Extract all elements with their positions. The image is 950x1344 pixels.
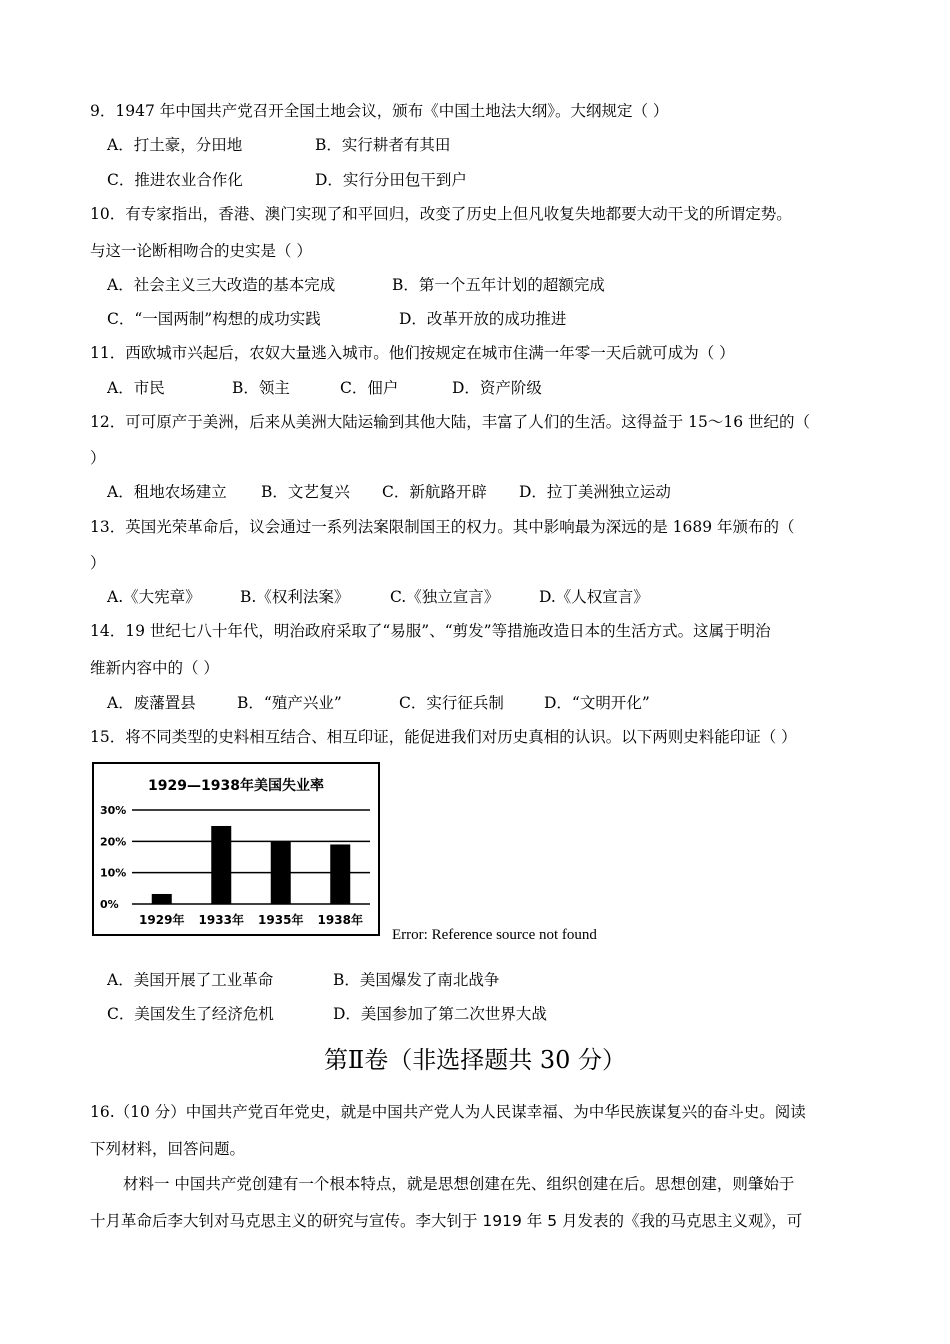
- question-12-option-d: D．拉丁美洲独立运动: [519, 483, 671, 501]
- question-11-options: [107, 377, 542, 399]
- figure-caption: Error: Reference source not found: [392, 927, 597, 943]
- section-2-title: 第Ⅱ卷（非选择题共 30 分）: [323, 1046, 627, 1074]
- question-11-option-d: D．资产阶级: [452, 379, 542, 397]
- chart-bar: [211, 826, 231, 904]
- chart-title: 1929—1938年美国失业率: [148, 778, 324, 794]
- unemployment-chart-svg: [94, 764, 378, 934]
- question-13-option-a: A.《大宪章》: [107, 588, 201, 606]
- chart-x-tick-label: 1933年: [198, 913, 244, 927]
- question-14-option-c: C．实行征兵制: [399, 694, 504, 712]
- question-11-option-b: B．领主: [232, 379, 290, 397]
- question-10-option-a: A．社会主义三大改造的基本完成: [107, 276, 336, 294]
- chart-y-tick-label: 20%: [100, 835, 127, 849]
- material-1-line2: 十月革命后李大钊对马克思主义的研究与宣传。李大钊于 1919 年 5 月发表的《我的马克思主义观》，可: [90, 1212, 803, 1230]
- question-10-options-row1: [107, 274, 605, 296]
- question-9-options-row1: [107, 134, 450, 156]
- question-9-options-row2: [107, 169, 467, 191]
- question-10-stem-line1: 10．有专家指出，香港、澳门实现了和平回归，改变了历史上但凡收复失地都要大动干戈的所谓定势。: [90, 205, 792, 223]
- question-9-option-d: D．实行分田包干到户: [315, 171, 467, 189]
- question-15-options-row2: [107, 1003, 547, 1025]
- chart-y-ticks: [100, 804, 126, 911]
- question-15-option-d: D．美国参加了第二次世界大战: [333, 1005, 547, 1023]
- question-15-option-b: B．美国爆发了南北战争: [333, 971, 500, 989]
- question-10-option-c: C．“一国两制”构想的成功实践: [107, 310, 321, 328]
- chart-bar: [271, 841, 291, 904]
- question-9-stem: 9．1947 年中国共产党召开全国土地会议，颁布《中国土地法大纲》。大纲规定（ ）: [90, 102, 669, 120]
- question-11-option-a: A．市民: [107, 379, 165, 397]
- question-9-option-b: B．实行耕者有其田: [315, 136, 451, 154]
- question-10-option-b: B．第一个五年计划的超额完成: [392, 276, 605, 294]
- question-14-stem-line1: 14．19 世纪七八十年代，明治政府采取了“易服”、“剪发”等措施改造日本的生活方式。这属于明治: [90, 622, 771, 640]
- question-10-stem-line2: 与这一论断相吻合的史实是（ ）: [90, 242, 312, 260]
- question-13-stem-line1: 13．英国光荣革命后，议会通过一系列法案限制国王的权力。其中影响最为深远的是 1689 年颁布的（: [90, 518, 795, 536]
- question-9-option-c: C．推进农业合作化: [107, 171, 243, 189]
- chart-y-tick-label: 0%: [100, 898, 119, 911]
- question-13-option-c: C.《独立宣言》: [390, 588, 500, 606]
- question-13-option-b: B.《权利法案》: [240, 588, 350, 606]
- question-10-options-row2: [107, 308, 566, 330]
- material-1-line1: 材料一 中国共产党创建有一个根本特点，就是思想创建在先、组织创建在后。思想创建，则肇始于: [123, 1175, 795, 1193]
- question-12-option-c: C．新航路开辟: [382, 483, 487, 501]
- question-15-option-a: A．美国开展了工业革命: [107, 971, 274, 989]
- question-13-option-d: D.《人权宣言》: [539, 588, 649, 606]
- chart-bar: [330, 844, 350, 904]
- question-16-stem-line2: 下列材料，回答问题。: [90, 1140, 246, 1158]
- question-12-options: [107, 481, 671, 503]
- question-12-option-a: A．租地农场建立: [107, 483, 227, 501]
- question-14-option-d: D．“文明开化”: [544, 694, 650, 712]
- unemployment-chart: [92, 762, 380, 936]
- question-12-option-b: B．文艺复兴: [261, 483, 350, 501]
- question-13-stem-line2: ）: [90, 554, 106, 572]
- question-11-stem: 11．西欧城市兴起后，农奴大量逃入城市。他们按规定在城市住满一年零一天后就可成为（ ）: [90, 344, 735, 362]
- chart-x-tick-label: 1929年: [139, 913, 185, 927]
- question-14-option-b: B．“殖产兴业”: [237, 694, 342, 712]
- chart-x-tick-label: 1938年: [317, 913, 363, 927]
- chart-x-ticks: [139, 912, 363, 927]
- question-15-options-row1: [107, 969, 499, 991]
- chart-x-tick-label: 1935年: [258, 913, 304, 927]
- question-12-stem-line2: ）: [90, 449, 106, 467]
- chart-bar: [152, 894, 172, 904]
- question-9-option-a: A．打土豪，分田地: [107, 136, 243, 154]
- chart-y-tick-label: 10%: [100, 866, 127, 880]
- question-12-stem-line1: 12．可可原产于美洲，后来从美洲大陆运输到其他大陆，丰富了人们的生活。这得益于 15～16 世纪的（: [90, 413, 811, 431]
- question-11-option-c: C．佃户: [340, 379, 399, 397]
- chart-y-tick-label: 30%: [100, 804, 127, 817]
- question-16-stem-line1: 16.（10 分）中国共产党百年党史，就是中国共产党人为人民谋幸福、为中华民族谋复兴的奋斗史。阅读: [90, 1103, 806, 1121]
- chart-bars: [152, 826, 351, 904]
- question-14-option-a: A．废藩置县: [107, 694, 196, 712]
- question-10-option-d: D．改革开放的成功推进: [399, 310, 567, 328]
- question-15-option-c: C．美国发生了经济危机: [107, 1005, 274, 1023]
- question-14-options: [107, 692, 650, 714]
- question-15-stem: 15．将不同类型的史料相互结合、相互印证，能促进我们对历史真相的认识。以下两则史料能印证（ ）: [90, 728, 797, 746]
- question-13-options: [107, 586, 649, 608]
- question-14-stem-line2: 维新内容中的（ ）: [90, 659, 219, 677]
